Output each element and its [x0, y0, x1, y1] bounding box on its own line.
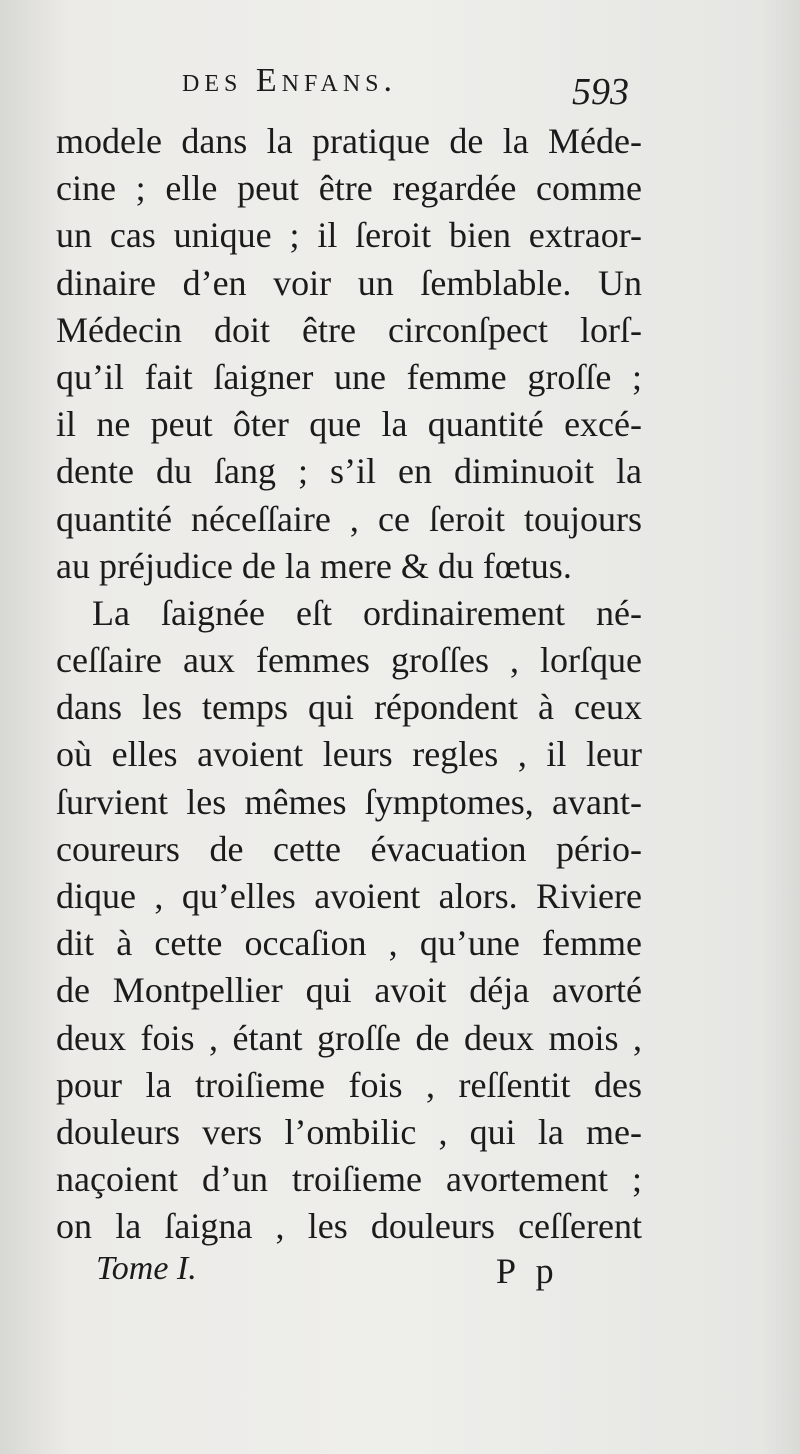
text-line: dente du ſang ; s’il en diminuoit la [56, 451, 642, 492]
text-line: naçoient d’un troiſieme avortement ; [56, 1159, 642, 1200]
text-line: modele dans la pratique de la Méde- [56, 121, 642, 161]
page-header [0, 62, 800, 112]
text-line: au préjudice de la mere & du fœtus. [56, 545, 572, 586]
text-line: dit à cette occaſion , qu’une femme [56, 923, 642, 964]
text-line: dinaire d’en voir un ſemblable. Un [56, 262, 642, 303]
text-line: il ne peut ôter que la quantité excé- [56, 404, 642, 445]
page-number: 593 [572, 71, 629, 113]
paragraph-start-line: La ſaignée eſt ordinairement né- [92, 592, 642, 633]
page-footer [0, 1250, 800, 1310]
text-line: dique , qu’elles avoient alors. Riviere [56, 876, 642, 916]
text-line: ſurvient les mêmes ſymptomes, avant- [56, 781, 642, 822]
text-line: on la ſaigna , les douleurs ceſſerent [56, 1206, 642, 1247]
text-line: un cas unique ; il ſeroit bien extraor- [56, 215, 642, 256]
text-line: ceſſaire aux femmes groſſes , lorſque [56, 640, 642, 681]
running-title: des Enfans. [182, 62, 398, 99]
volume-label: Tome I. [96, 1250, 197, 1287]
text-line: cine ; elle peut être regardée comme [56, 168, 642, 209]
text-line: qu’il fait ſaigner une femme groſſe ; [56, 356, 642, 397]
text-line: douleurs vers l’ombilic , qui la me- [56, 1111, 642, 1152]
text-line: quantité néceſſaire , ce ſeroit toujours [56, 498, 642, 539]
text-line: de Montpellier qui avoit déja avorté [56, 970, 642, 1011]
text-line: deux fois , étant groſſe de deux mois , [56, 1017, 642, 1058]
text-line: coureurs de cette évacuation pério- [56, 828, 642, 869]
text-line: où elles avoient leurs regles , il leur [56, 734, 642, 775]
body-text [56, 118, 642, 1251]
signature-mark: P p [496, 1251, 560, 1291]
text-line: Médecin doit être circonſpect lorſ- [56, 309, 642, 350]
text-line: pour la troiſieme fois , reſſentit des [56, 1064, 642, 1105]
text-line: dans les temps qui répondent à ceux [56, 687, 642, 728]
